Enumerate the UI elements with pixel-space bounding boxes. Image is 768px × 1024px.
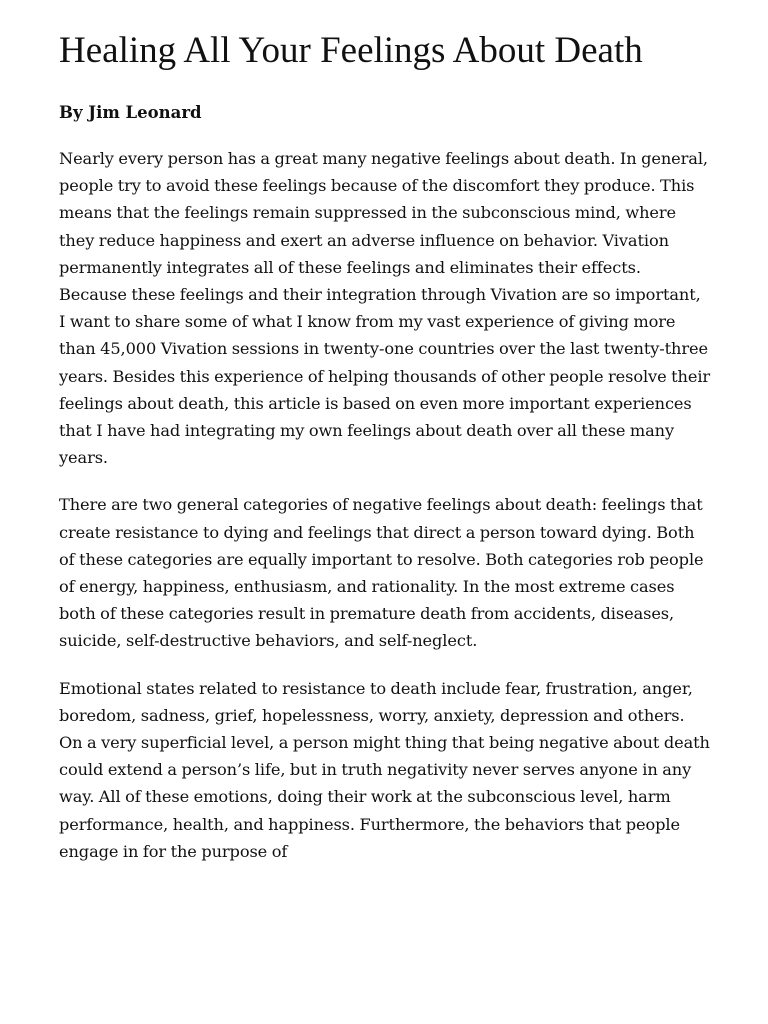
article-title: Healing All Your Feelings About Death [59,30,643,71]
article-byline: By Jim Leonard [59,103,202,122]
article [59,28,711,865]
article-paragraph: Emotional states related to resistance to death include fear, frustration, anger, boredom, sadness, grief, hopelessness, worry, anxiety, depression and others. On a very superficial level, a person might thing that being negative about death could extend a person’s life, but in truth negativity never serves anyone in any way. All of these emotions, doing their work at the subconscious level, harm performance, health, and happiness. Furthermore, the behaviors that people engage in for the purpose of [59,678,710,861]
article-paragraph: Nearly every person has a great many negative feelings about death. In general, people try to avoid these feelings because of the discomfort they produce. This means that the feelings remain suppressed in the subconscious mind, where they reduce happiness and exert an adverse influence on behavior. Vivation permanently integrates all of these feelings and eliminates their effects. Because these feelings and their integration through Vivation are so important, I want to share some of what I know from my vast experience of giving more than 45,000 Vivation sessions in twenty-one countries over the last twenty-three years. Besides this experience of helping thousands of other people resolve their feelings about death, this article is based on even more important experiences that I have had integrating my own feelings about death over all these many years. [59,149,711,468]
article-paragraph: There are two general categories of negative feelings about death: feelings that create resistance to dying and feelings that direct a person toward dying. Both of these categories are equally important to resolve. Both categories rob people of energy, happiness, enthusiasm, and rationality. In the most extreme cases both of these categories result in premature death from accidents, diseases, suicide, self-destructive behaviors, and self-neglect. [59,495,704,651]
